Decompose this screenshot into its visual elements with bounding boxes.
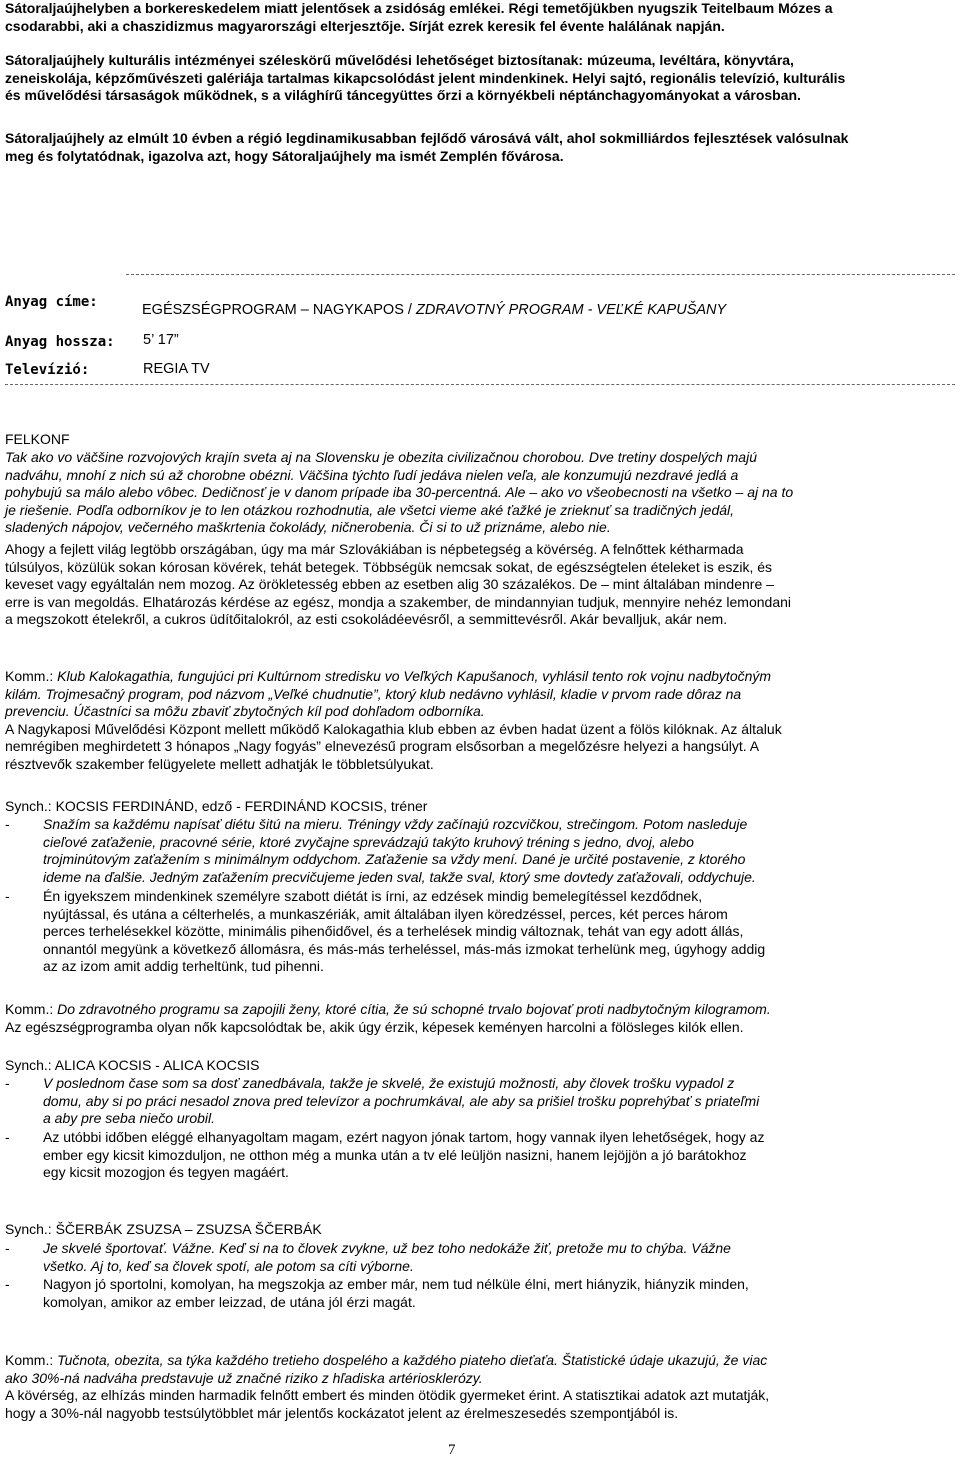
- text-line: pohybujú sa málo alebo vôbec. Dedičnosť je v danom prípade iba 30-percentná. Ale – ako vo všeobecnosti na všetko – aj na to: [5, 484, 794, 501]
- length-label: Anyag hossza:: [5, 334, 115, 350]
- text-line: komolyan, amikor az ember leizzad, de utána jól érzi magát.: [43, 1293, 416, 1310]
- komm-label: Komm.:: [5, 1001, 54, 1017]
- text-line: onnantól megyünk a következő állomásra, és más-más terheléssel, más-más izmokat terhelünk meg, úgyhogy addig: [43, 940, 766, 957]
- text-line: Én igyekszem mindenkinek személyre szabott diétát is írni, az edzések mindig bemelegítéssel kezdődnek,: [43, 888, 703, 904]
- separator-line-top: [126, 274, 955, 275]
- text-line: Snažím sa každému napísať diétu šitú na mieru. Tréningy vždy začínajú rozcvičkou, strečingom. Potom nasleduje: [43, 816, 748, 832]
- text-line: meg és folytatódnak, igazolva azt, hogy Sátoraljaújhely ma ismét Zemplén fővárosa.: [5, 147, 564, 164]
- text-line: csodarabbi, aki a chaszidizmus magyarországi elterjesztője. Sírját ezrek keresik fel évente halálának napján.: [5, 17, 725, 34]
- intro-paragraph-3: [5, 130, 950, 165]
- slovak-paragraph-1: [5, 449, 953, 537]
- text-line: Az egészségprogramba olyan nők kapcsolódtak be, akik úgy érzik, képesek keményen harcolni a fölösleges kilók ellen.: [5, 1018, 744, 1035]
- text-line: Klub Kalokagathia, fungujúci pri Kultúrnom stredisku vo Veľkých Kapušanoch, vyhlásil tento rok vojnu nadbytočným: [53, 668, 772, 684]
- text-line: Nagyon jó sportolni, komolyan, ha megszokja az ember már, nem tud nélküle élni, mert hiányzik, hiányzik minden,: [43, 1276, 749, 1292]
- komm-block-1: [5, 668, 953, 774]
- text-line: nyújtással, és utána a célterhelés, a munkaszériák, amit általában ilyen köredzéssel, perces, két perces három: [43, 905, 728, 922]
- text-line: Az utóbbi időben eléggé elhanyagoltam magam, ezért nagyon jónak tartom, hogy vannak ilyen lehetőségek, hogy az: [43, 1129, 765, 1145]
- page-number: 7: [448, 1442, 456, 1458]
- text-line: A kövérség, az elhízás minden harmadik felnőtt embert és minden ötödik gyermeket érint. A statisztikai adatok azt mutatják,: [5, 1387, 770, 1404]
- text-line: Do zdravotného programu sa zapojili ženy, ktoré cítia, že sú schopné trvalo bojovať proti nadbytočným kilogramom.: [53, 1001, 771, 1017]
- title-label: Anyag címe:: [5, 294, 98, 310]
- felkonf-heading: FELKONF: [5, 431, 70, 447]
- text-line: domu, aby si po práci nesadol znova pred televízor a pochrumkával, ale aby sa prišiel trošku poprehýbať s priateľmi: [43, 1092, 760, 1109]
- intro-paragraph-2: [5, 52, 950, 105]
- text-line: perces terhelésekkel közötte, minimális pihenőidővel, és a terhelések mindig változnak, tehát van egy adott állás,: [43, 923, 744, 940]
- separator-line-bottom: [5, 384, 955, 385]
- title-separator: /: [403, 302, 416, 318]
- text-line: Sátoraljaújhely kulturális intézményei széleskörű művelődési lehetőséget biztosítanak: múzeuma, levéltára, könyvtára,: [5, 52, 794, 68]
- text-line: zeneiskolája, képzőművészeti galériája tartalmas kikapcsolódást jelent mindenkinek. Helyi sajtó, regionális televízió, kulturális: [5, 69, 846, 86]
- length-value: 5’ 17”: [143, 332, 179, 348]
- bullet-dash: -: [5, 888, 10, 904]
- text-line: kilám. Trojmesačný program, pod názvom „Veľké chudnutie”, ktorý klub nedávno vyhlásil, kladie v prvom rade dôraz na: [5, 685, 742, 702]
- bullet-dash: -: [5, 1075, 10, 1091]
- text-line: túlsúlyos, közülük sokan kórosan kövérek, tehát betegek. Többségük nemcsak sokat, de egészségtelen ételeket is eszik, és: [5, 558, 773, 575]
- title-hungarian: EGÉSZSÉGPROGRAM – NAGYKAPOS: [142, 302, 404, 318]
- tv-value: REGIA TV: [143, 361, 210, 377]
- text-line: ako 30%-ná nadváha predstavuje už značné riziko z hľadiska artériosklerózy.: [5, 1369, 483, 1386]
- text-line: V poslednom čase som sa dosť zanedbávala, takže je skvelé, že existujú možnosti, aby človek trošku vypadol z: [43, 1075, 735, 1091]
- tv-label: Televízió:: [5, 362, 90, 378]
- text-line: je riešenie. Podľa odborníkov je to len otázkou rozhodnutia, ale všetci vieme aké ťažké je zrieknuť sa tradičných jedál,: [5, 501, 735, 518]
- text-line: Sátoraljaújhely az elmúlt 10 évben a régió legdinamikusabban fejlődő városává vált, ahol sokmilliárdos fejlesztések valósulnak: [5, 130, 849, 146]
- title-slovak: ZDRAVOTNÝ PROGRAM - VEĽKÉ KAPUŠANY: [415, 302, 727, 318]
- text-line: és művelődési társaságok működnek, s a világhírű táncegyüttes őrzi a környékbeli néptánchagyományokat a városban.: [5, 87, 801, 103]
- bullet-dash: -: [5, 1276, 10, 1292]
- title-value: [142, 302, 726, 318]
- text-line: Sátoraljaújhelyben a borkereskedelem miatt jelentősek a zsidóság emlékei. Régi temetőjükben nyugszik Teitelbaum Mózes a: [5, 0, 833, 16]
- komm-block-2: [5, 1001, 953, 1036]
- synch-speaker-1: Synch.: KOCSIS FERDINÁND, edző - FERDINÁND KOCSIS, tréner: [5, 798, 428, 814]
- text-line: egy kicsit mozogjon és tegyen magáért.: [43, 1164, 289, 1181]
- text-line: všetko. Aj to, keď sa človek spotí, ale potom sa cíti výborne.: [43, 1257, 414, 1274]
- text-line: erre is van megoldás. Elhatározás kérdése az egész, mondja a szakember, de mindannyian tudjuk, mennyire nehéz lemondani: [5, 593, 791, 610]
- bullet-dash: -: [5, 1129, 10, 1145]
- komm-block-3: [5, 1352, 953, 1422]
- text-line: nadváhu, mnohí z nich sú až chorobne obézni. Väčšina týchto ľudí jedáva nielen veľa, ale konzumujú nezdravé jedlá a: [5, 466, 739, 483]
- text-line: hogy a 30%-nál nagyobb testsúlytöbblet már jelentős kockázatot jelent az érelmeszesedés szempontjából is.: [5, 1404, 679, 1421]
- text-line: Ahogy a fejlett világ legtöbb országában, úgy ma már Szlovákiában is népbetegség a kövérség. A felnőttek kétharmada: [5, 541, 744, 557]
- text-line: ember egy kicsit kimozduljon, ne otthon még a munka után a tv elé leüljön nasizni, hanem lejöjjön a jó barátokhoz: [43, 1146, 747, 1163]
- komm-label: Komm.:: [5, 1352, 54, 1368]
- text-line: prevenciu. Účastníci sa môžu zbaviť zbytočných kíl pod dohľadom odborníka.: [5, 703, 485, 720]
- text-line: trojminútovým zaťažením s minimálnym oddychom. Zaťaženie sa vždy mení. Dané je určité postavenie, z ktorého: [43, 851, 746, 868]
- bullet-dash: -: [5, 816, 10, 832]
- synch-speaker-2: Synch.: ALICA KOCSIS - ALICA KOCSIS: [5, 1057, 260, 1073]
- text-line: a megszokott ételekről, a cukros üdítőitalokról, az esti csokoládéevésről, a semmittevésről. Akár bevalljuk, akár nem.: [5, 611, 728, 628]
- text-line: az az izom amit addig terheltünk, tud pihenni.: [43, 958, 324, 975]
- text-line: A Nagykaposi Művelődési Központ mellett működő Kalokagathia klub ebben az évben hadat üzent a fölös kilóknak. Az általuk: [5, 720, 782, 737]
- text-line: Tak ako vo väčšine rozvojových krajín sveta aj na Slovensku je obezita civilizačnou chorobou. Dve tretiny dospelých majú: [5, 449, 757, 465]
- text-line: Tučnota, obezita, sa týka každého tretieho dospelého a každého piateho dieťaťa. Štatistické údaje ukazujú, že viac: [53, 1352, 768, 1368]
- text-line: Je skvelé športovať. Vážne. Keď si na to človek zvykne, už bez toho nedokáže žiť, pretože mu to chýba. Vážne: [43, 1240, 731, 1256]
- intro-paragraph-1: [5, 0, 950, 35]
- text-line: nemrégiben meghirdetett 3 hónapos „Nagy fogyás” elnevezésű program elsősorban a megelőzésre helyezi a hangsúlyt. A: [5, 738, 760, 755]
- komm-label: Komm.:: [5, 668, 54, 684]
- text-line: résztvevők szakember felügyelete mellett adhatják le többletsúlyukat.: [5, 755, 434, 772]
- synch-speaker-3: Synch.: ŠČERBÁK ZSUZSA – ZSUZSA ŠČERBÁK: [5, 1221, 322, 1237]
- text-line: cieľové zaťaženie, pracovné série, ktoré zvyčajne sprevádzajú takýto kruhový tréning s jedno, dvoj, alebo: [43, 833, 694, 850]
- text-line: ideme na ďalšie. Jedným zaťažením precvičujeme jeden sval, takže sval, ktorý sme dovtedy zaťažovali, oddychuje.: [43, 868, 756, 885]
- text-line: keveset vagy egyáltalán nem mozog. Az örökletesség ebben az esetben alig 30 százalékos. De – mint általában mindenre –: [5, 576, 774, 593]
- text-line: sladených nápojov, večerného maškrtenia čokolády, ničnerobenia. Či si to už priznáme, alebo nie.: [5, 519, 611, 536]
- hungarian-paragraph-1: [5, 541, 953, 629]
- bullet-dash: -: [5, 1240, 10, 1256]
- text-line: a aby pre seba niečo urobil.: [43, 1110, 215, 1127]
